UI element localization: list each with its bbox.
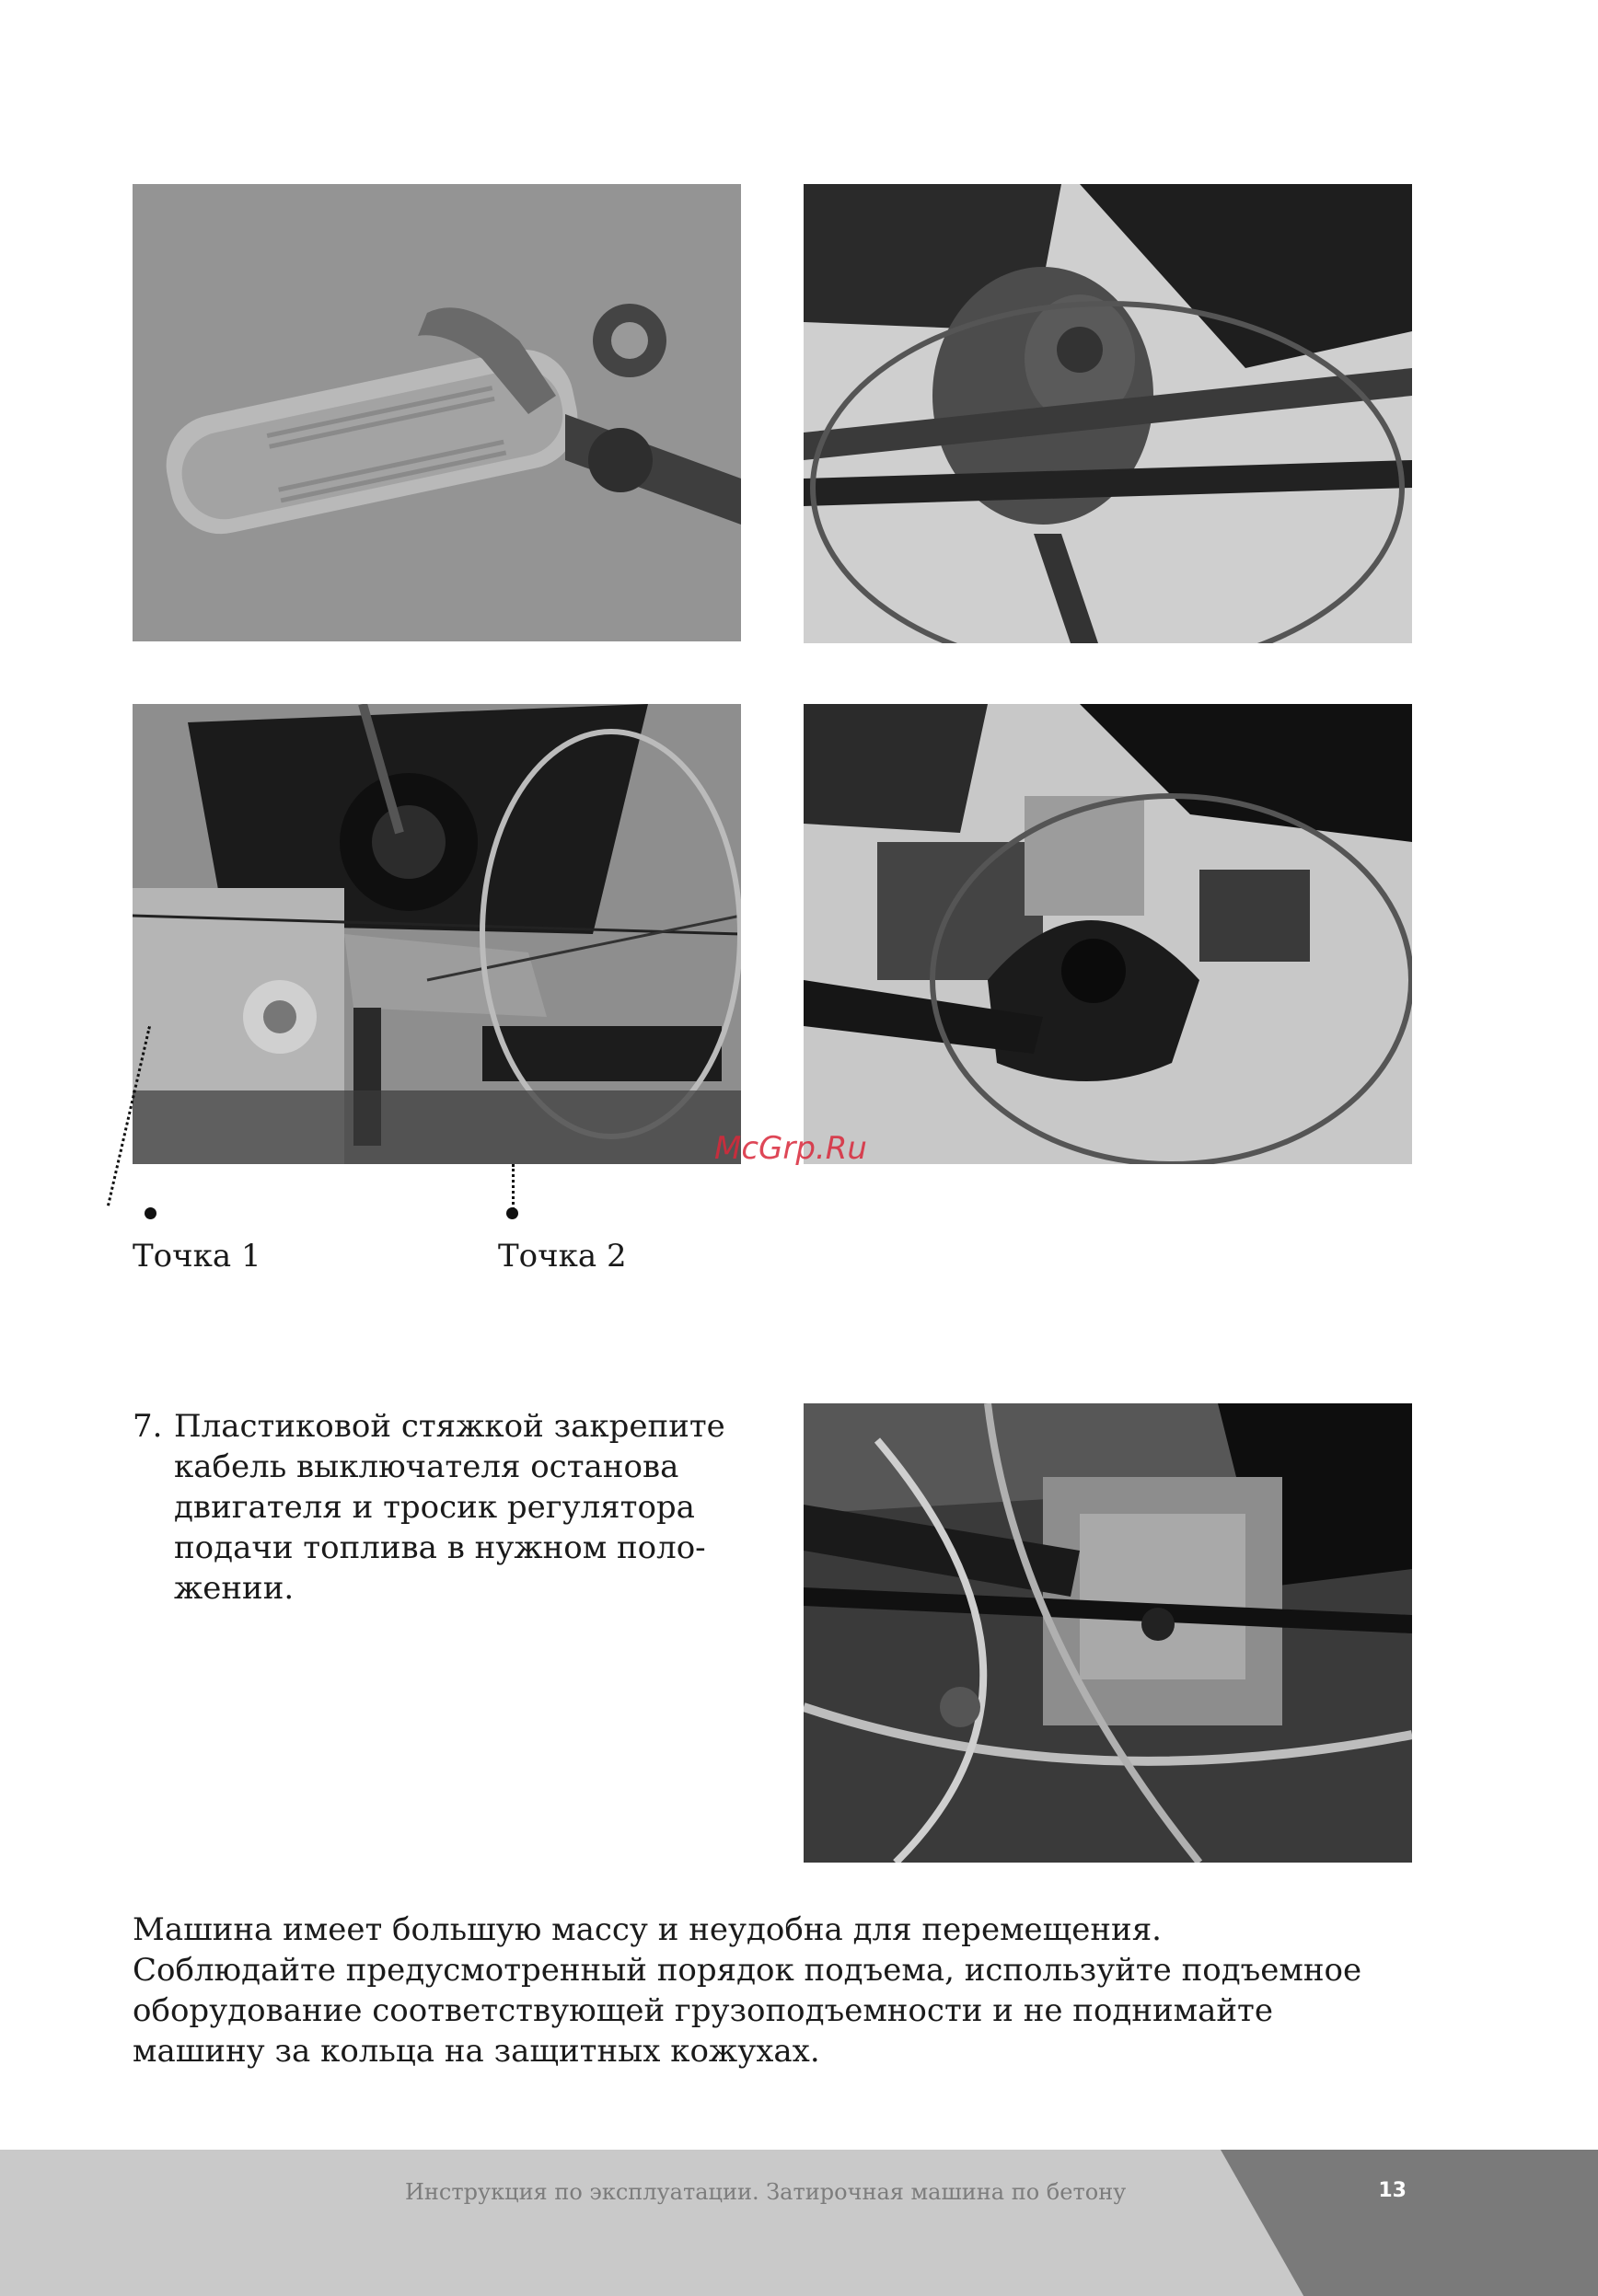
callout-dot-point2 (506, 1207, 518, 1219)
footer-title: Инструкция по эксплуатации. Затирочная машина по бетону (405, 2179, 1127, 2205)
callout-dot-point1 (145, 1207, 156, 1219)
step-line: кабель выключателя останова (174, 1448, 679, 1485)
throttle-linkage-photo (133, 704, 741, 1164)
page-number: 13 (1378, 2179, 1407, 2202)
page-footer (0, 2150, 1598, 2296)
step-line: двигателя и тросик регулятора (174, 1489, 695, 1526)
warning-line: Соблюдайте предусмотренный порядок подъема, используйте подъемное (133, 1952, 1362, 1989)
engine-side-photo (804, 704, 1412, 1164)
watermark: McGrp.Ru (714, 1130, 867, 1167)
step-line: Пластиковой стяжкой закрепите (174, 1408, 725, 1445)
callout-line-point2 (512, 1164, 515, 1210)
point2-label: Точка 2 (498, 1238, 627, 1275)
step-number: 7. (133, 1408, 163, 1445)
warning-line: машину за кольца на защитных кожухах. (133, 2033, 820, 2070)
step-7 (133, 1406, 758, 1609)
warning-paragraph (133, 1909, 1440, 2071)
step-text (174, 1406, 758, 1609)
step-line: жении. (174, 1570, 295, 1607)
footer-accent (1221, 2150, 1598, 2296)
engine-top-photo (804, 184, 1412, 643)
cable-tie-photo (804, 1403, 1412, 1863)
warning-line: Машина имеет большую массу и неудобна для перемещения. (133, 1911, 1162, 1948)
step-line: подачи топлива в нужном поло- (174, 1529, 706, 1566)
throttle-handle-photo (133, 184, 741, 641)
warning-line: оборудование соответствующей грузоподъемности и не поднимайте (133, 1992, 1273, 2029)
point1-label: Точка 1 (133, 1238, 261, 1275)
